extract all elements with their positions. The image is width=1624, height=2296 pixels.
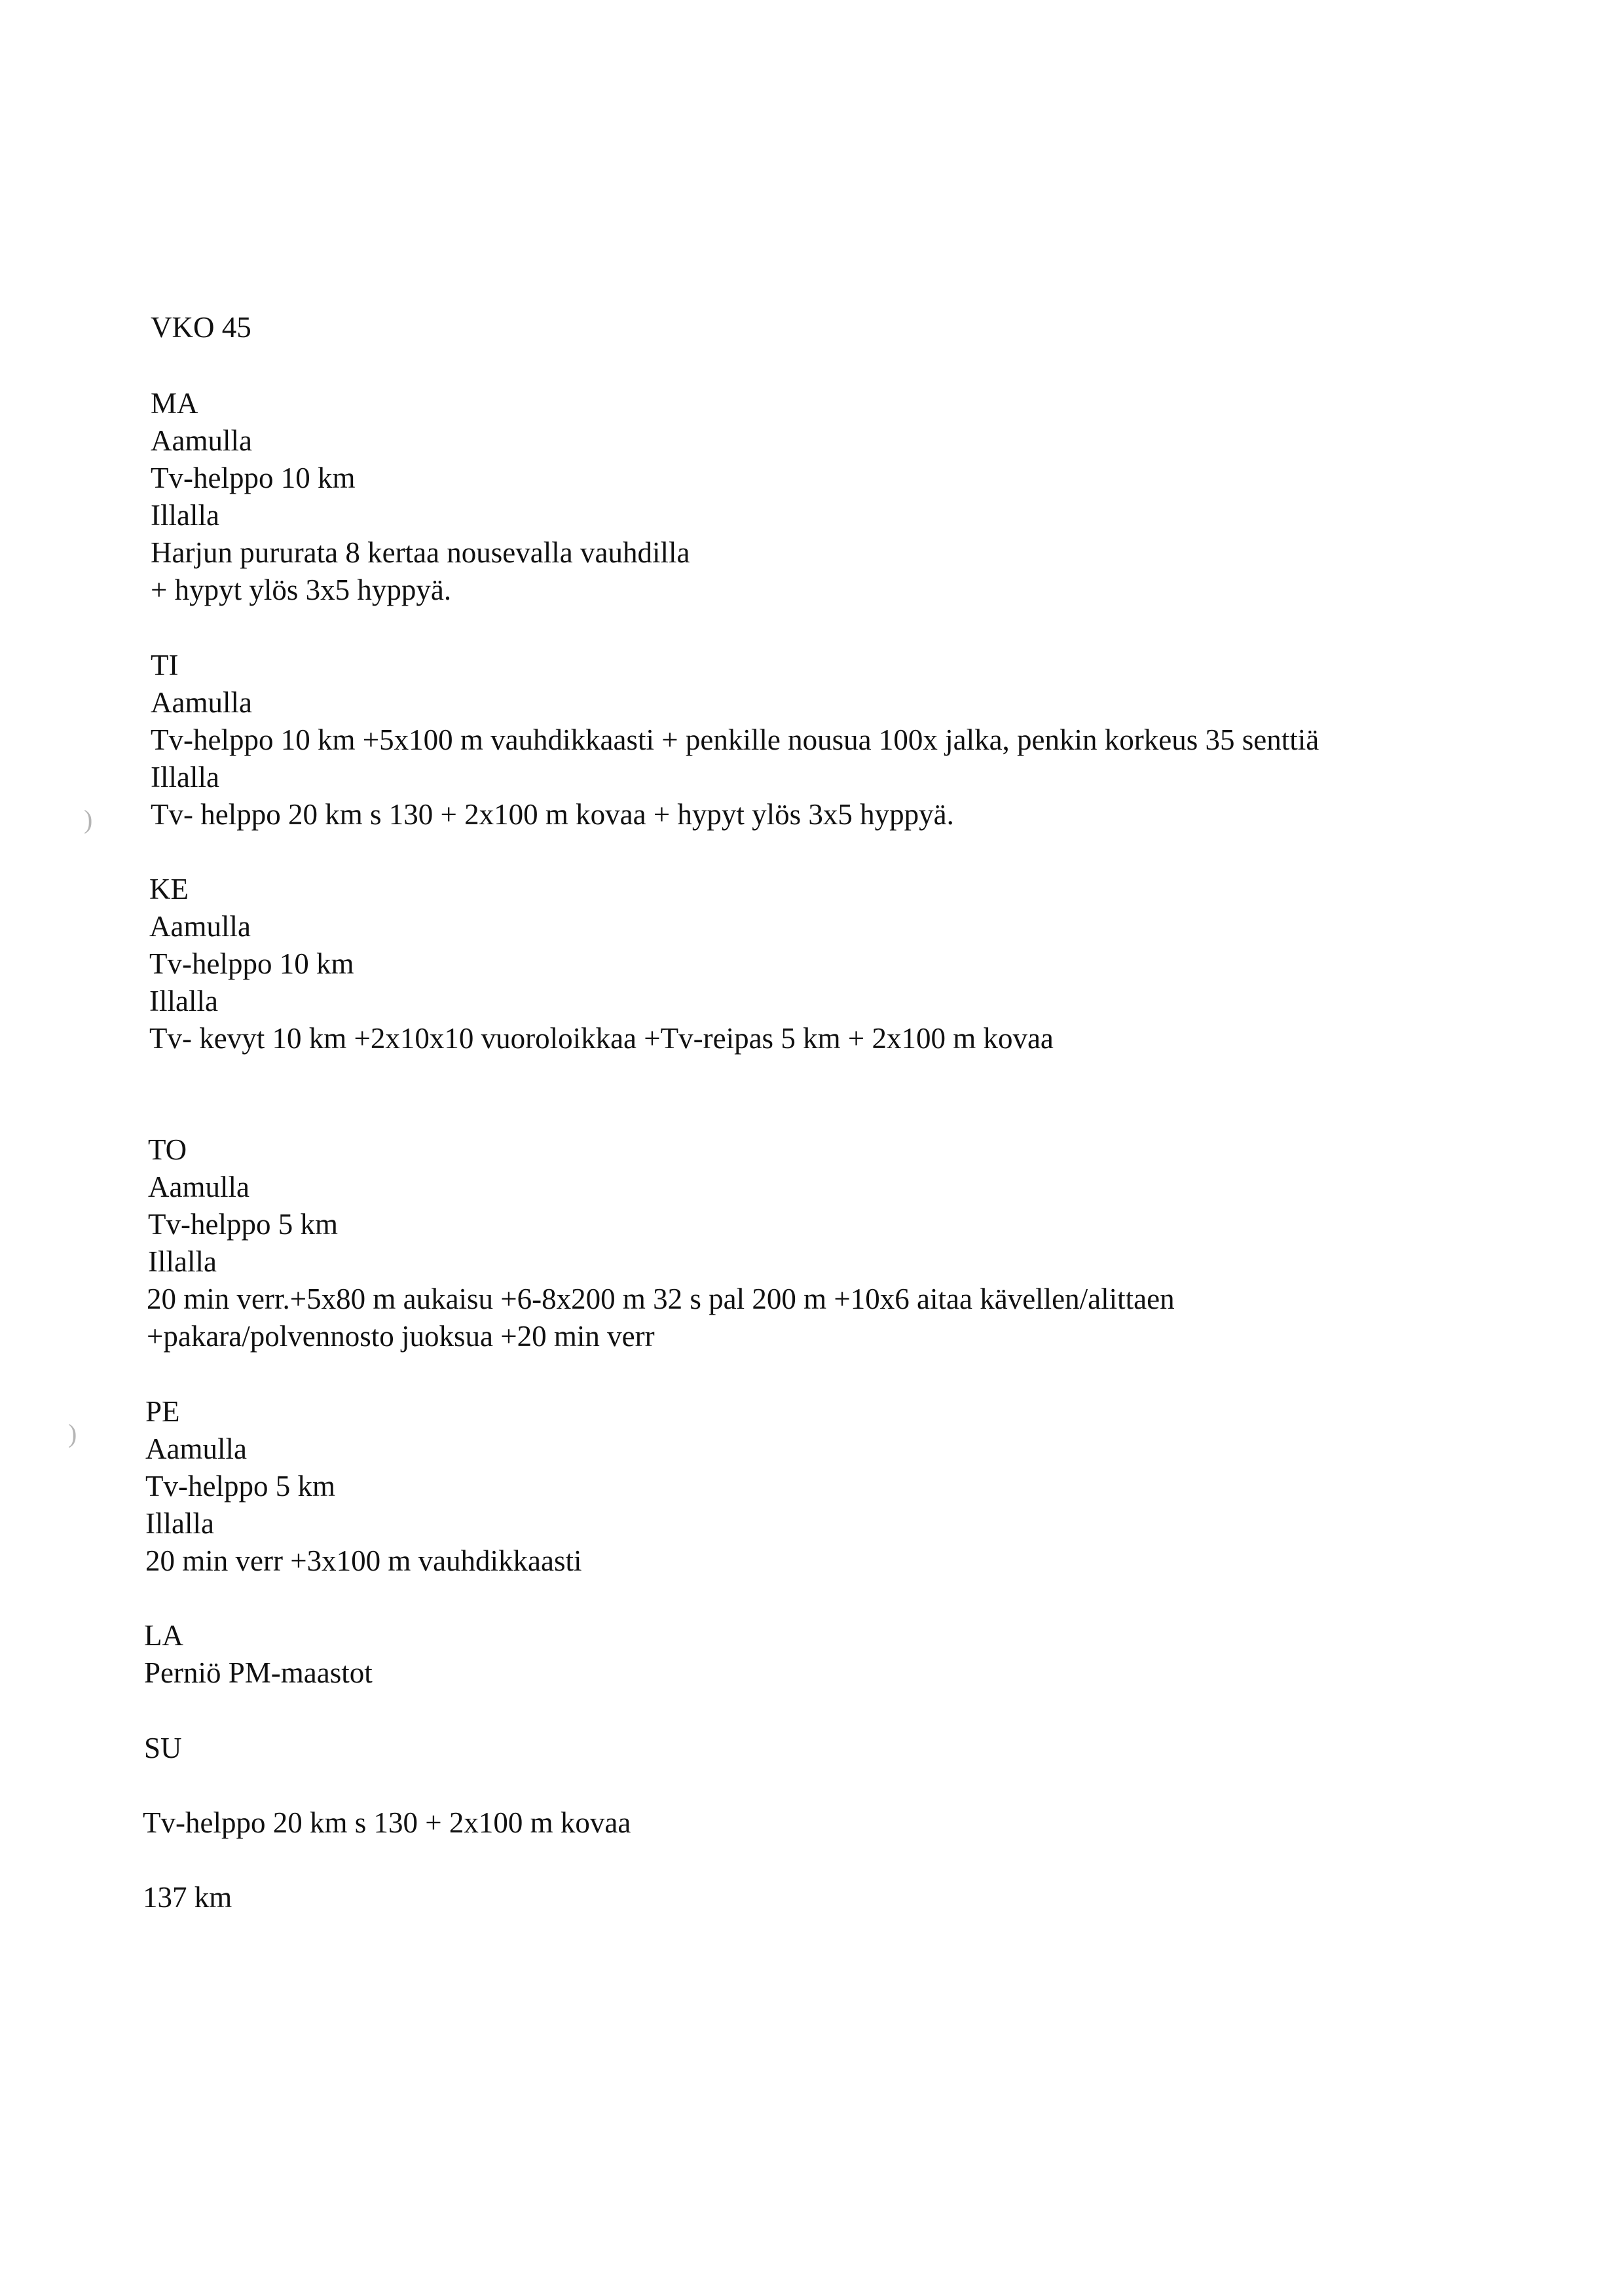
ke-morning-label: Aamulla: [149, 910, 251, 943]
ti-evening-line-1: Tv- helppo 20 km s 130 + 2x100 m kovaa + hypyt ylös 3x5 hyppyä.: [151, 798, 954, 831]
day-label-la: LA: [144, 1619, 183, 1652]
pe-morning-label: Aamulla: [145, 1432, 247, 1465]
to-evening-line-1: 20 min verr.+5x80 m aukaisu +6-8x200 m 32 s pal 200 m +10x6 aitaa kävellen/alittaen: [147, 1283, 1175, 1315]
su-text: Tv-helppo 20 km s 130 + 2x100 m kovaa: [143, 1806, 631, 1839]
to-morning-label: Aamulla: [148, 1171, 249, 1203]
ke-evening-line-1: Tv- kevyt 10 km +2x10x10 vuoroloikkaa +Tv-reipas 5 km + 2x100 m kovaa: [149, 1022, 1054, 1055]
ma-morning-label: Aamulla: [151, 424, 252, 457]
pe-morning-text: Tv-helppo 5 km: [145, 1470, 335, 1503]
scan-artifact-mark: ): [84, 805, 93, 834]
pe-evening-label: Illalla: [145, 1507, 214, 1540]
day-label-pe: PE: [145, 1395, 180, 1428]
la-text: Perniö PM-maastot: [144, 1656, 373, 1689]
day-label-ma: MA: [151, 387, 198, 420]
ma-evening-label: Illalla: [151, 499, 219, 532]
ke-evening-label: Illalla: [149, 985, 218, 1017]
week-title: VKO 45: [151, 311, 251, 344]
day-label-ke: KE: [149, 873, 189, 905]
day-label-su: SU: [144, 1732, 182, 1764]
to-morning-text: Tv-helppo 5 km: [148, 1208, 338, 1241]
ma-evening-line-2: + hypyt ylös 3x5 hyppyä.: [151, 574, 452, 606]
day-label-ti: TI: [151, 649, 179, 682]
ti-morning-text: Tv-helppo 10 km +5x100 m vauhdikkaasti + penkille nousua 100x jalka, penkin korkeus 35 senttiä: [151, 723, 1320, 756]
ma-evening-line-1: Harjun pururata 8 kertaa nousevalla vauhdilla: [151, 536, 690, 569]
day-label-to: TO: [148, 1133, 187, 1166]
weekly-total: 137 km: [143, 1881, 232, 1914]
ke-morning-text: Tv-helppo 10 km: [149, 947, 354, 980]
to-evening-line-2: +pakara/polvennosto juoksua +20 min verr: [147, 1320, 655, 1353]
ti-morning-label: Aamulla: [151, 686, 252, 719]
pe-evening-line-1: 20 min verr +3x100 m vauhdikkaasti: [145, 1544, 582, 1577]
to-evening-label: Illalla: [148, 1245, 217, 1278]
ti-evening-label: Illalla: [151, 761, 219, 793]
scan-artifact-mark: ): [68, 1419, 77, 1448]
ma-morning-text: Tv-helppo 10 km: [151, 462, 356, 494]
